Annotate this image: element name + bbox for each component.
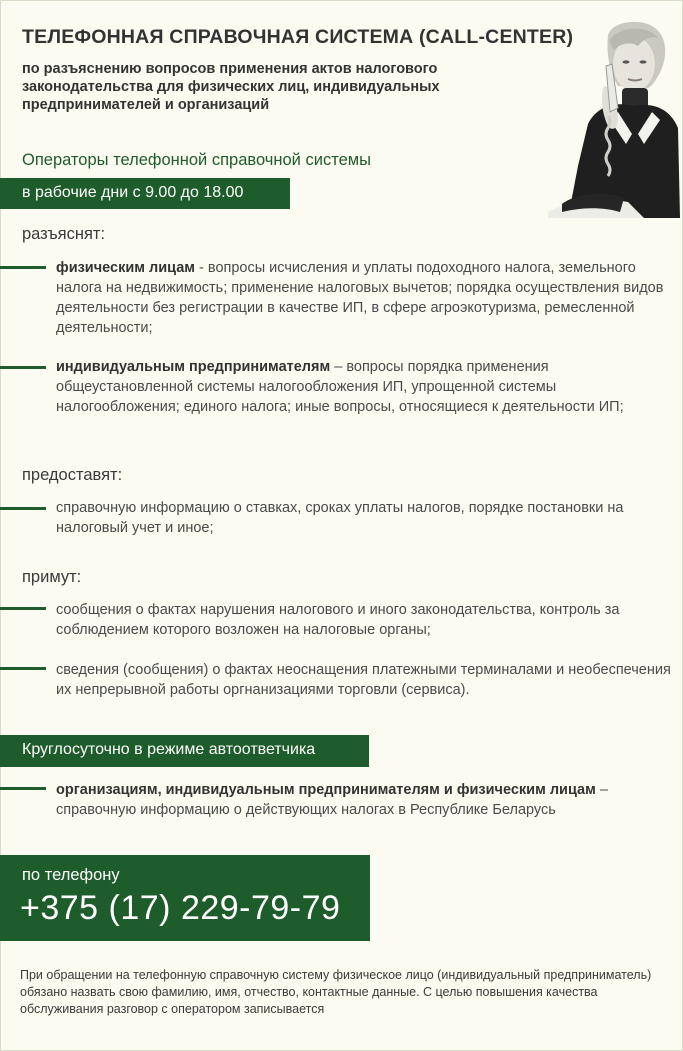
provide-label: предоставят: (22, 466, 123, 484)
item-bold: организациям, индивидуальным предпринимателям и физическим лицам (56, 782, 596, 798)
phone-number[interactable]: +375 (17) 229-79-79 (20, 889, 341, 927)
bullet-dash (0, 787, 46, 790)
item-text: - вопросы исчисления и уплаты подоходного налога, земельного налога на недвижимость; применение налоговых вычетов; порядка осуществления видов деятельности без регистрации в качестве ИП, в сфере агроэкотуризма, ремесленной деятельности; (56, 260, 664, 336)
bullet-dash (0, 507, 46, 510)
list-item (56, 357, 671, 417)
list-item (56, 780, 671, 820)
page-subtitle: по разъяснению вопросов применения актов налогового законодательства для физических лиц, индивидуальных предпринимателей и организаций (22, 61, 440, 113)
item-bold: физическим лицам (56, 260, 196, 276)
phone-label: по телефону (22, 866, 120, 884)
page-title: ТЕЛЕФОННАЯ СПРАВОЧНАЯ СИСТЕМА (CALL-CENTER) (22, 26, 574, 48)
list-item: сведения (сообщения) о фактах неоснащения платежными терминалами и необеспечения их непрерывной работы оргнанизациями торговли (сервиса). (56, 662, 671, 698)
item-bold: индивидуальным предпринимателям (56, 359, 331, 375)
item-text: – справочную информацию о действующих налогах в Республике Беларусь (56, 782, 608, 818)
explain-label: разъяснят: (22, 225, 106, 243)
phone-box (0, 855, 370, 941)
autoanswer-bar: Круглосуточно в режиме автоответчика (0, 735, 369, 767)
bullet-dash (0, 366, 46, 369)
operators-heading: Операторы телефонной справочной системы (22, 151, 371, 169)
accept-label: примут: (22, 568, 82, 586)
bullet-dash (0, 607, 46, 610)
footnote: При обращении на телефонную справочную систему физическое лицо (индивидуальный предприниматель) обязано назвать свою фамилию, имя, отчество, контактные данные. С целью повышения качества обслуживания разговор с оператором записывается (20, 968, 652, 1016)
list-item: справочную информацию о ставках, сроках уплаты налогов, порядке постановки на налоговый учет и иное; (56, 500, 624, 536)
bullet-dash (0, 266, 46, 269)
workdays-bar: в рабочие дни с 9.00 до 18.00 (0, 178, 290, 209)
list-item: сообщения о фактах нарушения налогового и иного законодательства, контроль за соблюдением которого возложен на налоговые органы; (56, 602, 620, 638)
item-text: – вопросы порядка применения общеустановленной системы налогообложения ИП, упрощенной системы налогообложения; единого налога; иные вопросы, относящиеся к деятельности ИП; (56, 359, 624, 415)
bullet-dash (0, 667, 46, 670)
list-item (56, 258, 671, 338)
operator-photo (548, 16, 680, 218)
